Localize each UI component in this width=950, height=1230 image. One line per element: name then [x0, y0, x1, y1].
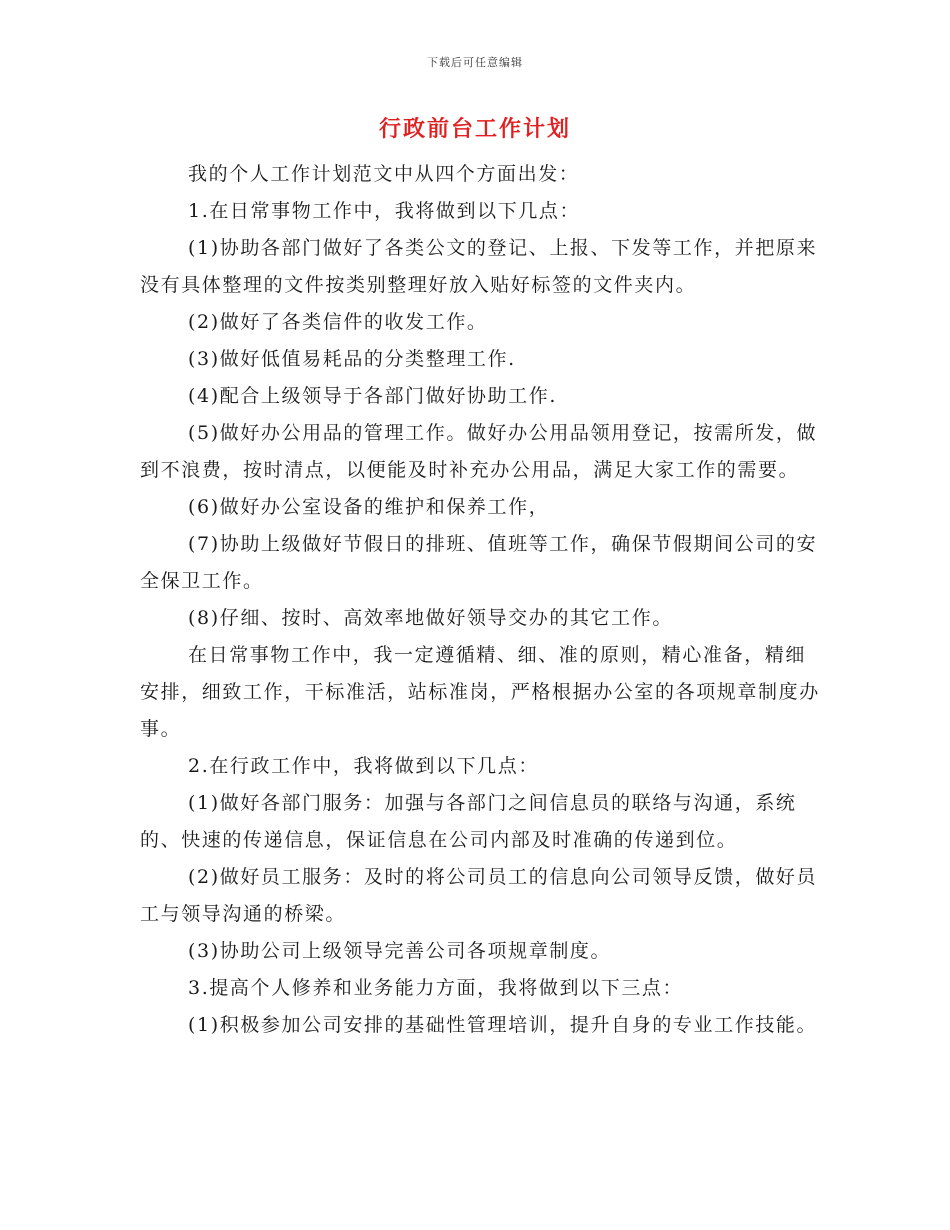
paragraph-item-2-2: (2)做好员工服务：及时的将公司员工的信息向公司领导反馈，做好员工与领导沟通的桥梁。	[140, 866, 818, 925]
paragraph-intro: 我的个人工作计划范文中从四个方面出发：	[188, 163, 580, 185]
paragraph-section-3-heading: 3.提高个人修养和业务能力方面，我将做到以下三点：	[188, 977, 684, 999]
paragraph-item-1-5: (5)做好办公用品的管理工作。做好办公用品领用登记，按需所发，做到不浪费，按时清点，以便能及时补充办公用品，满足大家工作的需要。	[140, 422, 818, 481]
paragraph-item-1-3: (3)做好低值易耗品的分类整理工作.	[188, 348, 516, 370]
paragraph-item-2-1: (1)做好各部门服务：加强与各部门之间信息员的联络与沟通，系统的、快速的传递信息，保证信息在公司内部及时准确的传递到位。	[140, 792, 797, 851]
paragraph-item-1-1: (1)协助各部门做好了各类公文的登记、上报、下发等工作，并把原来没有具体整理的文件按类别整理好放入贴好标签的文件夹内。	[140, 237, 818, 296]
paragraph-item-1-2: (2)做好了各类信件的收发工作。	[188, 311, 488, 333]
paragraph-item-3-1: (1)积极参加公司安排的基础性管理培训，提升自身的专业工作技能。	[188, 1014, 818, 1036]
document-body	[140, 156, 820, 1044]
paragraph-item-1-8: (8)仔细、按时、高效率地做好领导交办的其它工作。	[188, 607, 673, 629]
document-title: 行政前台工作计划	[378, 116, 571, 142]
paragraph-section-1-heading: 1.在日常事物工作中，我将做到以下几点：	[188, 200, 581, 222]
paragraph-item-2-3: (3)协助公司上级领导完善公司各项规章制度。	[188, 940, 612, 962]
paragraph-section-2-heading: 2.在行政工作中，我将做到以下几点：	[188, 755, 539, 777]
paragraph-item-1-4: (4)配合上级领导于各部门做好协助工作.	[188, 385, 557, 407]
paragraph-item-1-6: (6)做好办公室设备的维护和保养工作，	[188, 496, 550, 518]
paragraph-item-1-7: (7)协助上级做好节假日的排班、值班等工作，确保节假期间公司的安全保卫工作。	[140, 533, 818, 592]
paragraph-section-1-summary: 在日常事物工作中，我一定遵循精、细、准的原则，精心准备，精细安排，细致工作，干标准活，站标准岗，严格根据办公室的各项规章制度办事。	[140, 644, 820, 740]
header-note: 下载后可任意编辑	[427, 56, 523, 69]
